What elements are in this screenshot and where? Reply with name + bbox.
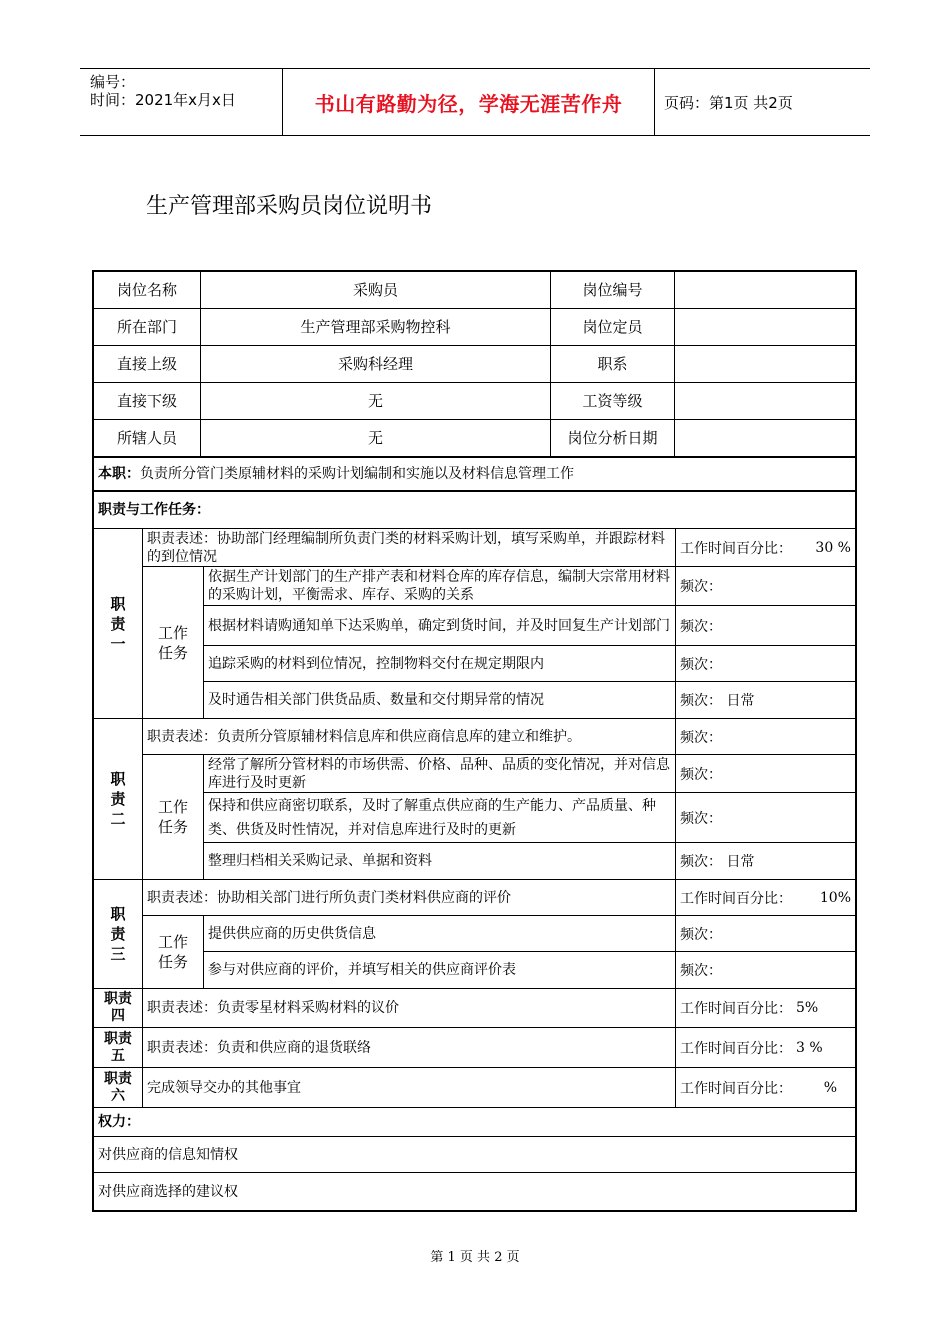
task-text: 依据生产计划部门的生产排产表和材料仓库的库存信息，编制大宗常用材料的采购计划，平衡需求、库存、采购的关系 bbox=[204, 567, 676, 605]
task-text: 经常了解所分管材料的市场供需、价格、品种、品质的变化情况，并对信息库进行及时更新 bbox=[204, 755, 676, 792]
header-bottom-rule bbox=[80, 135, 870, 136]
info-row bbox=[94, 309, 855, 346]
duty-block bbox=[94, 1028, 855, 1068]
info-label: 岗位名称 bbox=[94, 272, 201, 308]
task-label: 工作任务 bbox=[143, 916, 204, 988]
task-frequency: 频次： 日常 bbox=[680, 693, 755, 709]
info-row bbox=[94, 420, 855, 458]
duty-description: 职责表述：协助部门经理编制所负责门类的材料采购计划，填写采购单，并跟踪材料的到位情况 bbox=[143, 529, 676, 566]
header-motto: 书山有路勤为径，学海无涯苦作舟 bbox=[314, 91, 623, 116]
info-value bbox=[675, 383, 855, 419]
task-text: 追踪采购的材料到位情况，控制物料交付在规定期限内 bbox=[204, 646, 676, 681]
summary-label: 本职： bbox=[98, 466, 140, 482]
powers-heading: 权力： bbox=[98, 1114, 140, 1130]
document-title: 生产管理部采购员岗位说明书 bbox=[146, 194, 433, 219]
power-row bbox=[94, 1137, 855, 1173]
info-label: 所辖人员 bbox=[94, 420, 201, 456]
power-item: 对供应商选择的建议权 bbox=[98, 1183, 238, 1200]
task-frequency: 频次： bbox=[680, 810, 722, 827]
info-value bbox=[675, 346, 855, 382]
power-row bbox=[94, 1173, 855, 1210]
info-value: 采购科经理 bbox=[201, 346, 551, 382]
info-row bbox=[94, 346, 855, 383]
info-label: 直接上级 bbox=[94, 346, 201, 382]
duty-time-percent: 工作时间百分比： 10% bbox=[680, 889, 851, 907]
summary-row bbox=[94, 458, 855, 492]
header-divider-right bbox=[654, 69, 655, 135]
task-frequency: 频次： bbox=[680, 963, 722, 979]
task-text: 整理归档相关采购记录、单据和资料 bbox=[204, 843, 676, 879]
duty-block bbox=[94, 719, 855, 880]
duty-label: 职责六 bbox=[94, 1068, 143, 1107]
duty-block bbox=[94, 989, 855, 1028]
task-frequency: 频次： bbox=[680, 579, 722, 595]
task-frequency: 频次： 日常 bbox=[680, 854, 755, 870]
task-frequency: 频次： bbox=[680, 618, 722, 635]
page-number-label: 页码：第1页 共2页 bbox=[664, 94, 793, 112]
task-frequency: 频次： bbox=[680, 766, 722, 783]
info-value bbox=[675, 420, 855, 456]
duty-label: 职责五 bbox=[94, 1028, 143, 1067]
summary-text: 负责所分管门类原辅材料的采购计划编制和实施以及材料信息管理工作 bbox=[140, 466, 574, 482]
info-value: 生产管理部采购物控科 bbox=[201, 309, 551, 345]
duty-description: 职责表述：负责零星材料采购材料的议价 bbox=[143, 989, 676, 1027]
task-frequency: 频次： bbox=[680, 656, 722, 673]
job-description-table bbox=[92, 270, 857, 1212]
info-value bbox=[675, 272, 855, 308]
duty-description: 完成领导交办的其他事宜 bbox=[143, 1068, 676, 1107]
task-text: 根据材料请购通知单下达采购单，确定到货时间，并及时回复生产计划部门 bbox=[204, 606, 676, 645]
task-text: 保持和供应商密切联系，及时了解重点供应商的生产能力、产品质量、种类、供货及时性情况，并对信息库进行及时的更新 bbox=[204, 793, 676, 842]
info-label: 职系 bbox=[551, 346, 675, 382]
duty-label: 职责三 bbox=[94, 880, 143, 988]
info-label: 直接下级 bbox=[94, 383, 201, 419]
task-text: 提供供应商的历史供货信息 bbox=[204, 916, 676, 951]
duty-time-percent: 工作时间百分比： 3 % bbox=[680, 1039, 823, 1057]
info-label: 工资等级 bbox=[551, 383, 675, 419]
duty-description: 职责表述：负责和供应商的退货联络 bbox=[143, 1028, 676, 1067]
info-row bbox=[94, 383, 855, 420]
power-item: 对供应商的信息知情权 bbox=[98, 1146, 238, 1163]
page-footer: 第 1 页 共 2 页 bbox=[430, 1250, 520, 1265]
info-value: 无 bbox=[201, 420, 551, 456]
info-value: 无 bbox=[201, 383, 551, 419]
info-label: 岗位分析日期 bbox=[551, 420, 675, 456]
task-text: 及时通告相关部门供货品质、数量和交付期异常的情况 bbox=[204, 682, 676, 718]
info-value bbox=[675, 309, 855, 345]
duties-heading-row bbox=[94, 492, 855, 529]
duty-label: 职责二 bbox=[94, 719, 143, 879]
duty-frequency: 频次： bbox=[680, 729, 722, 746]
info-label: 岗位编号 bbox=[551, 272, 675, 308]
duty-label: 职责四 bbox=[94, 989, 143, 1027]
duty-description: 职责表述：负责所分管原辅材料信息库和供应商信息库的建立和维护。 bbox=[143, 719, 676, 754]
document-date-label: 时间：2021年x月x日 bbox=[90, 91, 236, 109]
duty-block bbox=[94, 529, 855, 719]
info-value: 采购员 bbox=[201, 272, 551, 308]
powers-heading-row bbox=[94, 1108, 855, 1137]
info-label: 岗位定员 bbox=[551, 309, 675, 345]
duty-block bbox=[94, 1068, 855, 1108]
duties-heading: 职责与工作任务： bbox=[98, 502, 210, 518]
task-label: 工作任务 bbox=[143, 755, 204, 879]
info-row bbox=[94, 272, 855, 309]
task-text: 参与对供应商的评价，并填写相关的供应商评价表 bbox=[204, 952, 676, 988]
duty-block bbox=[94, 880, 855, 989]
duty-time-percent: 工作时间百分比： 30 % bbox=[680, 539, 851, 557]
info-label: 所在部门 bbox=[94, 309, 201, 345]
task-frequency: 频次： bbox=[680, 926, 722, 943]
duty-description: 职责表述：协助相关部门进行所负责门类材料供应商的评价 bbox=[143, 880, 676, 915]
document-number-label: 编号： bbox=[90, 73, 136, 91]
duty-label: 职责一 bbox=[94, 529, 143, 718]
duty-time-percent: 工作时间百分比： % bbox=[680, 1079, 837, 1097]
duty-time-percent: 工作时间百分比： 5% bbox=[680, 1000, 819, 1017]
task-label: 工作任务 bbox=[143, 567, 204, 718]
